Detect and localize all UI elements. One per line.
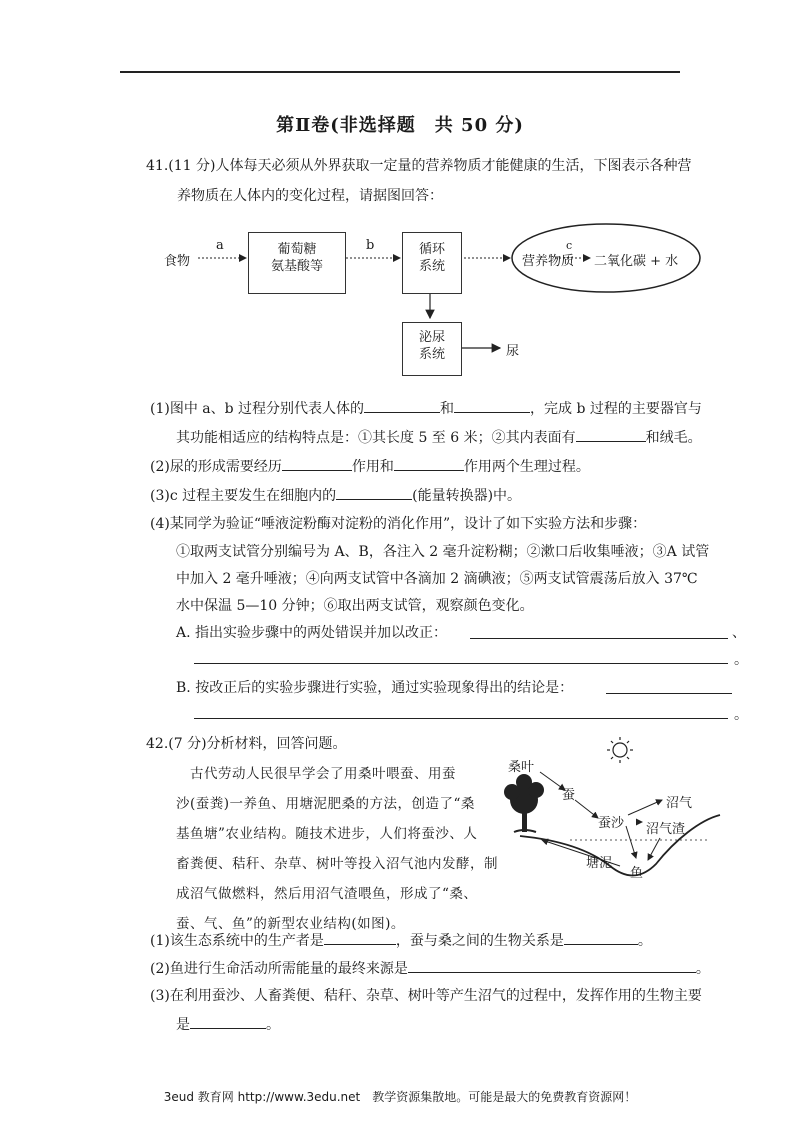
q41-part4-B-period: 。: [734, 707, 748, 723]
q41-part4-A-end: 、: [732, 625, 746, 641]
q41-part4-A-period: 。: [734, 652, 748, 668]
q42-part1: [150, 930, 652, 951]
q41-part4-line1: (4)某同学为验证“唾液淀粉酶对淀粉的消化作用”，设计了如下实验方法和步骤：: [150, 516, 647, 532]
q41-stem-line1: 41.(11 分)人体每天必须从外界获取一定量的营养物质才能健康的生活，下图表示各种营: [146, 158, 692, 174]
q42-p1-text-c: 。: [637, 933, 652, 949]
q41-part4-line2: ①取两支试管分别编号为 A、B，各注入 2 毫升淀粉糊；②漱口后收集唾液；③A 试管: [176, 544, 710, 560]
q42-story-line4: 畜粪便、秸秆、杂草、树叶等投入沼气池内发酵，制: [176, 856, 498, 872]
q42-story-line1: 古代劳动人民很早学会了用桑叶喂蚕、用蚕: [190, 766, 456, 782]
fig-zhaoqizha: 沼气渣: [646, 822, 686, 837]
q41-part4-B: B. 按改正后的实验步骤进行实验，通过实验现象得出的结论是：: [176, 680, 574, 696]
q41-p3-text-a: (3)c 过程主要发生在细胞内的: [150, 488, 337, 504]
answer-blank[interactable]: [324, 930, 396, 945]
q41-stem-line2: 养物质在人体内的变化过程，请据图回答：: [177, 188, 443, 204]
q42-part2: [150, 958, 710, 979]
q42-part3-line1: (3)在利用蚕沙、人畜粪便、秸秆、杂草、树叶等产生沼气的过程中，发挥作用的生物主要: [150, 988, 702, 1004]
q42-p1-text-b: ，蚕与桑之间的生物关系是: [395, 933, 564, 949]
q41-p1-text-b: 和: [440, 401, 455, 417]
diagram-urine: 尿: [506, 344, 520, 359]
q41-p1-text-c: ，完成 b 过程的主要器官与: [530, 401, 702, 417]
q42-p2-text-a: (2)鱼进行生命活动所需能量的最终来源是: [150, 961, 408, 977]
q41-part4-line3: 中加入 2 毫升唾液；④向两支试管中各滴加 2 滴碘液；⑤两支试管震荡后放入 37℃: [176, 571, 698, 587]
q41-p1-text-e: 和绒毛。: [645, 430, 702, 446]
diagram-food: 食物: [164, 254, 191, 269]
q41-part4-A: A. 指出实验步骤中的两处错误并加以改正：: [176, 625, 448, 641]
fig-zhaoqi: 沼气: [666, 796, 693, 811]
box-urinary-line2: 系统: [418, 347, 445, 362]
q42-p3-text-a: 是: [176, 1017, 190, 1033]
answer-blank[interactable]: [564, 930, 638, 945]
fig-yu: 鱼: [630, 866, 644, 881]
diagram-product: 二氧化碳 + 水: [594, 254, 679, 269]
q42-p1-text-a: (1)该生态系统中的生产者是: [150, 933, 324, 949]
page-footer: 3eud 教育网 http://www.3edu.net 教学资源集散地。可能是最大的免费教育资源网！: [163, 1090, 637, 1104]
q42-story-line5: 成沼气做燃料，然后用沼气渣喂鱼，形成了“桑、: [176, 886, 478, 902]
q41-part4-line4: 水中保温 5—10 分钟；⑥取出两支试管，观察颜色变化。: [176, 598, 534, 614]
fig-tangni: 塘泥: [586, 856, 613, 871]
q42-p2-text-b: 。: [695, 961, 710, 977]
q42-stem: 42.(7 分)分析材料，回答问题。: [146, 736, 347, 752]
box-glucose-line1: 葡萄糖: [277, 242, 317, 257]
q41-p2-text-c: 作用两个生理过程。: [463, 459, 590, 475]
box-glucose-line2: 氨基酸等: [270, 259, 323, 274]
diagram-label-b: b: [366, 238, 375, 253]
diagram-label-a: a: [216, 238, 224, 253]
diagram-nutrient: 营养物质: [522, 254, 575, 269]
box-circulation-line1: 循环: [418, 242, 445, 257]
q41-p2-text-a: (2)尿的形成需要经历: [150, 459, 282, 475]
fig-can: 蚕: [562, 788, 576, 803]
q41-p1-text-a: (1)图中 a、b 过程分别代表人体的: [150, 401, 365, 417]
q41-p1-text-d: 其功能相适应的结构特点是：①其长度 5 至 6 米；②其内表面有: [176, 430, 576, 446]
q41-p3-text-b: (能量转换器)中。: [412, 488, 522, 504]
section-title: 第Ⅱ卷(非选择题 共 50 分): [276, 115, 524, 136]
q42-p3-text-b: 。: [266, 1017, 280, 1033]
q42-story-line6: 蚕、气、鱼”的新型农业结构(如图)。: [176, 916, 405, 932]
q41-p2-text-b: 作用和: [351, 459, 394, 475]
box-circulation-line2: 系统: [418, 259, 445, 274]
answer-blank[interactable]: [408, 958, 696, 973]
answer-blank[interactable]: [190, 1014, 266, 1029]
q42-part3-line2: [176, 1014, 280, 1035]
q42-story-line3: 基鱼塘”农业结构。随技术进步，人们将蚕沙、人: [176, 826, 478, 842]
box-urinary-line1: 泌尿: [418, 330, 445, 345]
mulberry-tree-icon: [504, 774, 544, 832]
fig-cansha: 蚕沙: [598, 816, 625, 831]
sun-icon: [607, 737, 633, 763]
fig-sangye: 桑叶: [508, 760, 535, 775]
diagram-label-c: c: [566, 239, 573, 252]
q42-story-line2: 沙(蚕粪)一养鱼、用塘泥肥桑的方法，创造了“桑: [176, 796, 475, 812]
